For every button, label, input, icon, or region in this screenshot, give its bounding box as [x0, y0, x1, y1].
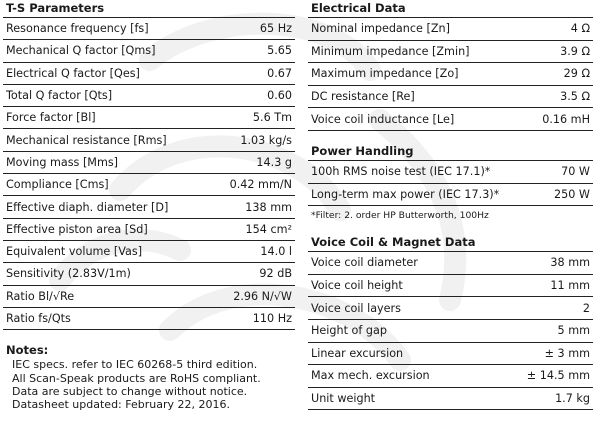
row-value: 154 cm² [245, 222, 292, 236]
row-value: 65 Hz [259, 22, 292, 36]
row-label: Force factor [Bl] [6, 111, 96, 125]
note-line: Data are subject to change without notice. [12, 384, 248, 398]
row-label: Ratio Bl/√Re [6, 289, 75, 303]
row-label: Mechanical Q factor [Qms] [6, 44, 156, 58]
table-row [308, 365, 593, 388]
table-row [308, 297, 593, 320]
table-row [3, 107, 295, 129]
row-value: 0.42 mm/N [229, 178, 292, 192]
voice-coil-magnet-title: Voice Coil & Magnet Data [308, 234, 593, 252]
table-row [3, 263, 295, 285]
row-value: 14.0 l [260, 245, 292, 259]
table-row [3, 174, 295, 196]
electrical-data-title: Electrical Data [308, 0, 593, 18]
row-value: 5 mm [557, 324, 590, 338]
note-line: All Scan-Speak products are RoHS compliant. [12, 371, 261, 385]
row-value: ± 3 mm [544, 346, 590, 360]
row-value: 1.03 kg/s [240, 133, 292, 147]
table-row [3, 152, 295, 174]
row-value: 3.5 Ω [560, 90, 590, 104]
row-label: Unit weight [311, 392, 376, 406]
row-value: 29 Ω [563, 67, 590, 81]
electrical-data-table [308, 18, 593, 131]
ts-parameters-table [3, 18, 295, 330]
note-line: Datasheet updated: February 22, 2016. [12, 397, 230, 411]
row-label: Compliance [Cms] [6, 178, 109, 192]
power-handling-table [308, 161, 593, 206]
table-row [308, 108, 593, 131]
row-label: DC resistance [Re] [311, 90, 415, 104]
table-row [3, 63, 295, 85]
ts-parameters-title: T-S Parameters [3, 0, 295, 18]
row-label: Total Q factor [Qts] [6, 89, 113, 103]
row-value: 110 Hz [252, 312, 292, 325]
row-value: 0.67 [267, 66, 292, 80]
row-label: Minimum impedance [Zmin] [311, 44, 470, 58]
table-row [308, 275, 593, 298]
table-row [308, 388, 593, 411]
row-value: 92 dB [259, 267, 292, 281]
row-value: 2.96 N/√W [233, 289, 292, 303]
row-value: 250 W [554, 187, 590, 201]
row-label: Height of gap [311, 324, 387, 338]
table-row [308, 161, 593, 184]
row-value: 38 mm [550, 256, 590, 270]
row-label: Voice coil inductance [Le] [311, 112, 455, 126]
row-label: 100h RMS noise test (IEC 17.1)* [311, 165, 491, 179]
table-row [308, 86, 593, 109]
table-row [3, 241, 295, 263]
row-label: Moving mass [Mms] [6, 155, 119, 169]
row-value: 0.16 mH [542, 112, 590, 126]
row-label: Ratio fs/Qts [6, 312, 71, 325]
row-label: Effective diaph. diameter [D] [6, 200, 169, 214]
row-value: 2 [582, 301, 590, 315]
right-column [308, 0, 593, 410]
row-label: Max mech. excursion [311, 369, 430, 383]
row-value: 11 mm [550, 279, 590, 293]
row-label: Sensitivity (2.83V/1m) [6, 267, 131, 281]
row-value: ± 14.5 mm [526, 369, 590, 383]
row-label: Voice coil height [311, 279, 403, 293]
table-row [308, 343, 593, 366]
table-row [308, 184, 593, 207]
filter-footnote: *Filter: 2. order HP Butterworth, 100Hz [311, 210, 489, 222]
left-column [3, 0, 295, 411]
row-label: Equivalent volume [Vas] [6, 245, 143, 259]
power-handling-title: Power Handling [308, 143, 593, 161]
row-label: Maximum impedance [Zo] [311, 67, 459, 81]
table-row [3, 219, 295, 241]
row-label: Long-term max power (IEC 17.3)* [311, 187, 500, 201]
table-row [3, 18, 295, 40]
table-row [308, 252, 593, 275]
table-row [3, 286, 295, 308]
note-line: IEC specs. refer to IEC 60268-5 third edition. [12, 358, 258, 372]
row-value: 4 Ω [570, 22, 590, 36]
table-row [308, 320, 593, 343]
table-row [3, 129, 295, 151]
voice-coil-magnet-table [308, 252, 593, 410]
row-label: Effective piston area [Sd] [6, 222, 148, 236]
table-row [308, 63, 593, 86]
table-row [3, 40, 295, 62]
row-value: 0.60 [267, 89, 292, 103]
row-value: 70 W [561, 165, 590, 179]
row-label: Resonance frequency [fs] [6, 22, 149, 36]
notes-title: Notes: [6, 343, 49, 358]
notes-block [3, 344, 295, 411]
row-value: 5.65 [267, 44, 292, 58]
table-row [308, 18, 593, 41]
row-label: Voice coil diameter [311, 256, 418, 270]
row-value: 1.7 kg [555, 392, 590, 406]
row-label: Nominal impedance [Zn] [311, 22, 450, 36]
row-label: Mechanical resistance [Rms] [6, 133, 167, 147]
row-label: Linear excursion [311, 346, 404, 360]
table-row [308, 41, 593, 64]
row-label: Electrical Q factor [Qes] [6, 66, 140, 80]
row-value: 5.6 Tm [252, 111, 292, 125]
table-row [3, 308, 295, 330]
row-label: Voice coil layers [311, 301, 401, 315]
table-row [3, 85, 295, 107]
row-value: 14.3 g [256, 155, 292, 169]
row-value: 3.9 Ω [560, 44, 590, 58]
row-value: 138 mm [245, 200, 292, 214]
table-row [3, 196, 295, 218]
